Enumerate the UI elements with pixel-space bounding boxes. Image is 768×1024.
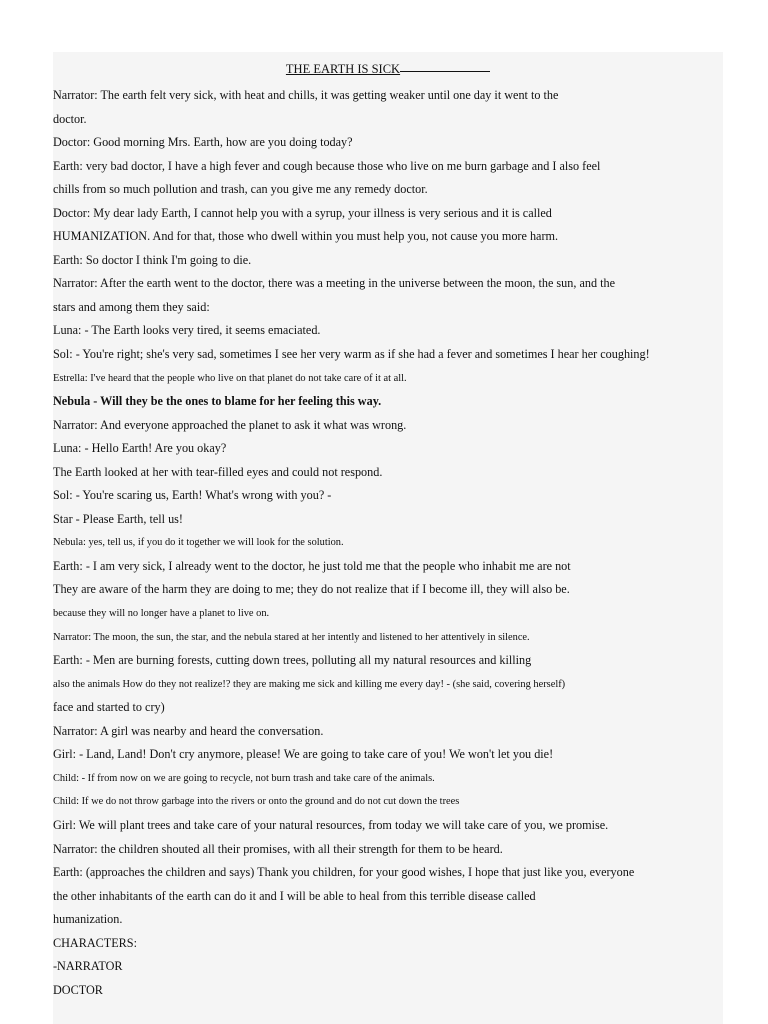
document-line: Earth: - Men are burning forests, cutting down trees, polluting all my natural resources and killing [53,653,532,668]
document-line: Luna: - The Earth looks very tired, it seems emaciated. [53,323,321,338]
document-line: DOCTOR [53,982,103,997]
document-line: also the animals How do they not realize!? they are making me sick and killing me every day! - (she said, covering herself) [53,678,566,690]
document-line: Doctor: Good morning Mrs. Earth, how are you doing today? [53,135,353,150]
document-line: CHARACTERS: [53,935,137,950]
document-line: Sol: - You're right; she's very sad, sometimes I see her very warm as if she had a fever and sometimes I hear her coughing! [53,347,650,362]
document-line: Earth: So doctor I think I'm going to die. [53,252,252,267]
document-line: -NARRATOR [53,959,123,974]
document-line: Narrator: The earth felt very sick, with heat and chills, it was getting weaker until one day it went to the [53,88,559,102]
document-line: Narrator: the children shouted all their promises, with all their strength for them to be heard. [53,841,503,856]
document-line: face and started to cry) [53,700,165,715]
document-line: Earth: very bad doctor, I have a high fever and cough because those who live on me burn garbage and I also feel [53,158,601,173]
document-line: the other inhabitants of the earth can do it and I will be able to heal from this terrible disease called [53,888,536,903]
document-line: Girl: - Land, Land! Don't cry anymore, please! We are going to take care of you! We won't let you die! [53,747,554,762]
document-line: Nebula: yes, tell us, if you do it together we will look for the solution. [53,537,344,549]
title-underline-rule [400,71,490,72]
document-body [53,84,723,1002]
document-line: because they will no longer have a planet to live on. [53,608,270,620]
document-line: Narrator: A girl was nearby and heard the conversation. [53,723,324,738]
document-line: Luna: - Hello Earth! Are you okay? [53,441,227,456]
document-line: Doctor: My dear lady Earth, I cannot help you with a syrup, your illness is very serious and it is called [53,205,552,220]
document-title [53,62,723,76]
document-line: Star - Please Earth, tell us! [53,511,183,526]
document-line: Narrator: After the earth went to the doctor, there was a meeting in the universe between the moon, the sun, and the [53,276,615,291]
document-line: HUMANIZATION. And for that, those who dwell within you must help you, not cause you more harm. [53,229,559,244]
document-line: Estrella: I've heard that the people who live on that planet do not take care of it at all. [53,372,407,384]
document-line: Girl: We will plant trees and take care of your natural resources, from today we will take care of you, we promise. [53,817,609,832]
document-line: stars and among them they said: [53,299,210,314]
document-line: Narrator: And everyone approached the planet to ask it what was wrong. [53,417,407,432]
title-text: THE EARTH IS SICK [285,62,401,76]
document-line: They are aware of the harm they are doing to me; they do not realize that if I become ill, they will also be. [53,582,570,597]
document-page [53,52,723,1024]
document-line: Earth: - I am very sick, I already went to the doctor, he just told me that the people who inhabit me are not [53,558,571,573]
document-line: humanization. [53,912,123,927]
document-line: Narrator: The moon, the sun, the star, and the nebula stared at her intently and listened to her attentively in silence. [53,631,530,643]
document-line: Earth: (approaches the children and says) Thank you children, for your good wishes, I hope that just like you, everyone [53,865,635,880]
document-line: doctor. [53,111,87,126]
document-line: Child: If we do not throw garbage into the rivers or onto the ground and do not cut down the trees [53,796,460,808]
document-line: Nebula - Will they be the ones to blame for her feeling this way. [53,394,382,409]
document-line: The Earth looked at her with tear-filled eyes and could not respond. [53,464,383,479]
document-line: Child: - If from now on we are going to recycle, not burn trash and take care of the animals. [53,772,435,784]
document-line: chills from so much pollution and trash, can you give me any remedy doctor. [53,182,428,197]
document-line: Sol: - You're scaring us, Earth! What's wrong with you? - [53,488,332,503]
